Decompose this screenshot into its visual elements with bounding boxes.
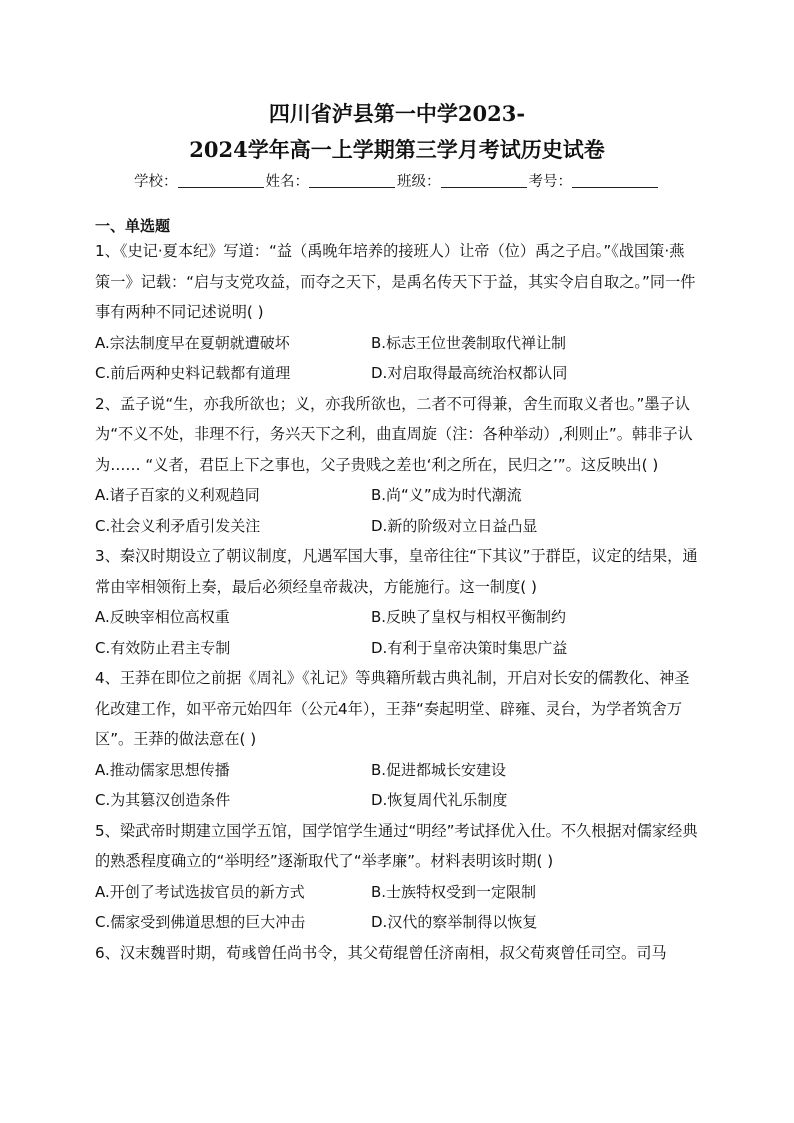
- option-c[interactable]: C.有效防止君主专制: [95, 638, 231, 657]
- class-label: 班级：: [397, 174, 441, 190]
- section-heading: 一、单选题: [95, 217, 171, 235]
- question-stem: 2、孟子说“生，亦我所欲也；义，亦我所欲也，二者不可得兼，舍生而取义者也。”墨子认为“不义不处，非理不行，务兴天下之利，曲直周旋（注：各种举动）,利则止”。韩非子认为…… “义者，君臣上下之事也，父子贵贱之差也‘利之所在，民归之’”。这反映出( ): [95, 394, 693, 474]
- option-d[interactable]: D.汉代的察举制得以恢复: [371, 913, 538, 931]
- student-info-row: [95, 170, 699, 191]
- option-c[interactable]: C.前后两种史料记载都有道理: [95, 364, 291, 382]
- option-a[interactable]: A.宗法制度早在夏朝就遭破坏: [95, 333, 290, 352]
- option-a[interactable]: A.反映宰相位高权重: [95, 608, 230, 626]
- title-line-1: 四川省泸县第一中学2023-: [268, 101, 526, 126]
- question-4: [95, 663, 794, 816]
- question-3: [95, 541, 794, 663]
- option-a[interactable]: A.开创了考试选拔官员的新方式: [95, 882, 305, 901]
- question-stem: 5、梁武帝时期建立国学五馆，国学馆学生通过“明经”考试择优入仕。不久根据对儒家经典的熟悉程度确立的“举明经”逐渐取代了“举孝廉”。材料表明该时期( ): [95, 821, 698, 870]
- question-1: [95, 236, 794, 389]
- school-blank[interactable]: [178, 173, 264, 188]
- option-list: [95, 328, 699, 389]
- option-list: [95, 602, 699, 663]
- option-a[interactable]: A.诸子百家的义利观趋同: [95, 486, 260, 504]
- class-blank[interactable]: [441, 173, 527, 188]
- option-d[interactable]: D.新的阶级对立日益凸显: [371, 516, 538, 535]
- option-c[interactable]: C.为其篡汉创造条件: [95, 791, 231, 809]
- question-stem: 3、秦汉时期设立了朝议制度，凡遇军国大事，皇帝往往“下其议”于群臣，议定的结果，通常由宰相领衔上奏，最后必须经皇帝裁决，方能施行。这一制度( ): [95, 547, 698, 596]
- question-2: [95, 389, 794, 542]
- question-stem: 1、《史记·夏本纪》写道：“益（禹晚年培养的接班人）让帝（位）禹之子启。”《战国策·燕策一》记载：“启与支党攻益，而夺之天下，是禹名传天下于益，其实令启自取之。”同一件事有两种不同记述说明( ): [95, 242, 696, 321]
- question-6-stem: 6、汉末魏晋时期，荀彧曾任尚书令，其父荀绲曾任济南相，叔父荀爽曾任司空。司马: [95, 943, 667, 962]
- exam-title: [95, 96, 699, 168]
- question-stem: 4、王莽在即位之前据《周礼》《礼记》等典籍所载古典礼制，开启对长安的儒教化、神圣化改建工作，如平帝元始四年（公元4年），王莽“奏起明堂、辟雍、灵台，为学者筑舍万区”。王莽的做法意在( ): [95, 669, 690, 748]
- option-b[interactable]: B.促进都城长安建设: [371, 760, 507, 779]
- option-list: [95, 480, 699, 541]
- option-c[interactable]: C.儒家受到佛道思想的巨大冲击: [95, 913, 306, 931]
- option-list: [95, 877, 699, 938]
- number-blank[interactable]: [572, 173, 658, 188]
- option-b[interactable]: B.士族特权受到一定限制: [371, 882, 537, 901]
- number-label: 考号：: [528, 174, 572, 190]
- option-d[interactable]: D.恢复周代礼乐制度: [371, 791, 508, 809]
- option-d[interactable]: D.对启取得最高统治权都认同: [371, 364, 568, 382]
- question-5: [95, 816, 794, 938]
- title-line-2: 2024学年高一上学期第三学月考试历史试卷: [189, 137, 605, 162]
- school-label: 学校：: [134, 174, 178, 190]
- option-b[interactable]: B.尚“义”成为时代潮流: [371, 486, 522, 504]
- option-list: [95, 755, 699, 816]
- option-a[interactable]: A.推动儒家思想传播: [95, 760, 230, 779]
- name-blank[interactable]: [309, 173, 395, 188]
- option-c[interactable]: C.社会义利矛盾引发关注: [95, 516, 261, 535]
- option-b[interactable]: B.标志王位世袭制取代禅让制: [371, 333, 567, 352]
- option-b[interactable]: B.反映了皇权与相权平衡制约: [371, 608, 567, 626]
- option-d[interactable]: D.有利于皇帝决策时集思广益: [371, 638, 568, 657]
- name-label: 姓名：: [265, 174, 309, 190]
